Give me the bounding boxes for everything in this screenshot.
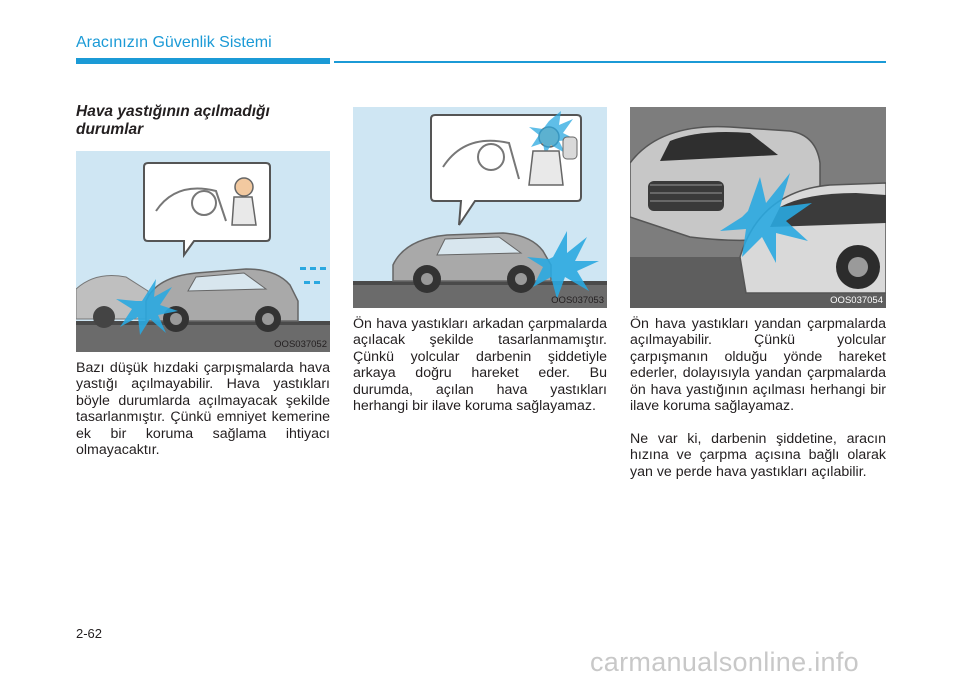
watermark: carmanualsonline.info: [590, 647, 859, 677]
chapter-title: Aracınızın Güvenlik Sistemi: [76, 34, 272, 51]
figure-code: OOS037054: [830, 295, 883, 306]
paragraph-low-speed: Bazı düşük hızdaki çarpışmalarda hava yastığı açılmayabilir. Hava yastıkları böyle durumlarda açılmayacak şekilde tasarlanmıştır. Çünkü emniyet kemerine ek bir koruma sağlama ihtiyacı olmayacaktır.: [76, 360, 330, 459]
side-impact-illustration: [630, 107, 886, 308]
figure-code: OOS037052: [274, 339, 327, 350]
header-rule-thin: [334, 61, 886, 63]
rear-collision-driver-illustration: [353, 107, 607, 308]
section-heading: Hava yastığının açılmadığı durumlar: [76, 103, 270, 138]
paragraph-side-curtain: Ne var ki, darbenin şiddetine, aracın hızına ve çarpma açısına bağlı olarak yan ve perde hava yastıkları açılabilir.: [630, 431, 886, 480]
rear-impact-illustration: [76, 151, 330, 352]
page-number: 2-62: [76, 626, 103, 641]
figure-code: OOS037053: [551, 295, 604, 306]
paragraph-side-impact: Ön hava yastıkları yandan çarpmalarda açılmayabilir. Çünkü yolcular çarpışmanın olduğu yönde hareket ederler, dolayısıyla yandan çarpmalarda ön hava yastığının açılması herhangi bir ilave koruma sağlayamaz.: [630, 316, 886, 415]
paragraph-rear-impact: Ön hava yastıkları arkadan çarpmalarda açılacak şekilde tasarlanmamıştır. Çünkü yolcular darbenin şiddetiyle arkaya doğru hareket eder. Bu durumda, açılan hava yastıkları herhangi bir ilave koruma sağlayamaz.: [353, 316, 607, 415]
header-rule-thick: [76, 58, 330, 64]
